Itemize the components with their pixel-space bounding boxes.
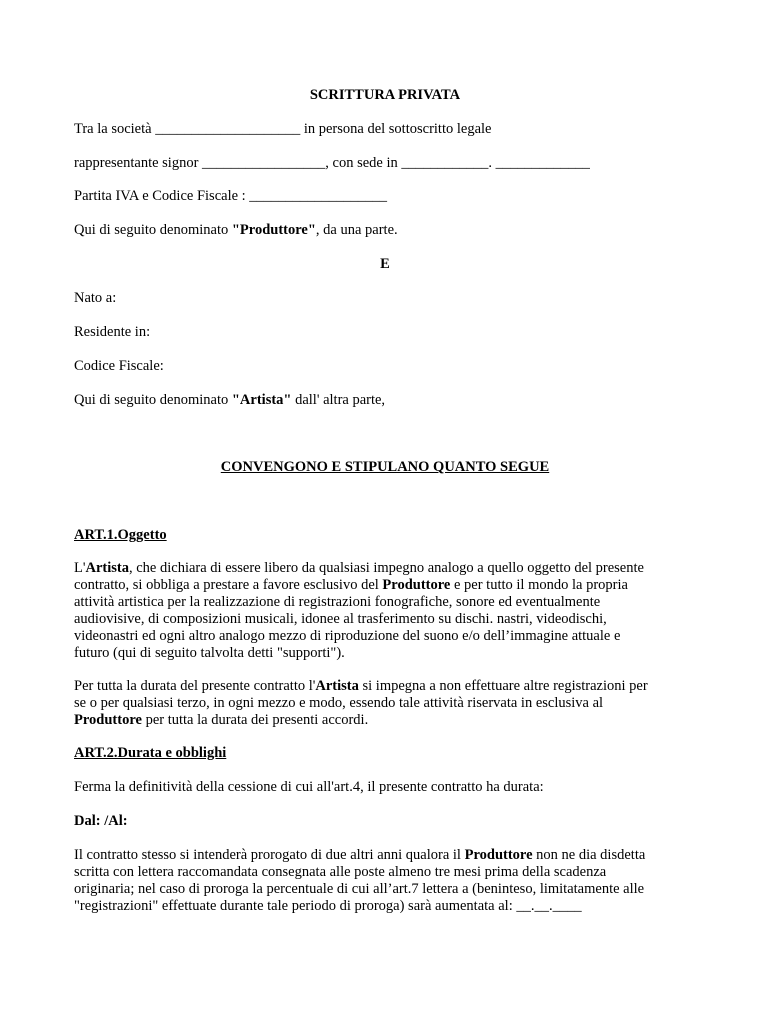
art1-p2-row [74,678,698,695]
art1-p1-row [74,577,698,594]
producer-term: Produttore [74,712,142,728]
art1-p1-row: attività artistica per la realizzazione di registrazioni fonografiche, sonore ed eventualmente [74,594,601,610]
artist-designation-suffix: dall' altra parte, [291,392,386,408]
producer-designation-suffix: , da una parte. [315,222,398,238]
artist-term: Artista [85,560,129,576]
art2-p2-row: scritta con lettera raccomandata consegnata alle poste almeno tre mesi prima della scadenza [74,864,607,880]
art1-p2-row [74,712,698,729]
text-run: contratto, si obbliga a prestare a favore esclusivo del [74,577,383,593]
producer-designation-prefix: Qui di seguito denominato [74,222,232,238]
art2-paragraph-1: Ferma la definitività della cessione di cui all'art.4, il presente contratto ha durata: [74,779,544,795]
producer-term: Produttore [382,577,451,593]
art2-heading: ART.2.Durata e obblighi [74,745,227,761]
artist-designation-line [74,392,385,409]
art1-p2-row: se o per qualsiasi terzo, in ogni mezzo e modo, essendo tale attività riservata in esclusiva al [74,695,604,711]
artist-birthplace-line: Nato a: [74,290,117,306]
artist-term: "Artista" [231,392,292,408]
intro-company-line: Tra la società ____________________ in persona del sottoscritto legale [74,121,492,137]
artist-designation-prefix: Qui di seguito denominato [74,392,232,408]
text-run: per tutta la durata dei presenti accordi. [141,712,369,728]
intro-representative-line: rappresentante signor _________________, con sede in ____________. _____________ [74,155,590,171]
document-page [74,0,698,1024]
text-run: , che dichiara di essere libero da qualsiasi impegno analogo a quello oggetto del presente [128,560,644,576]
art2-p2-row [74,847,698,864]
art1-heading: ART.1.Oggetto [74,527,167,543]
text-run: non ne dia disdetta [532,847,646,863]
art2-p2-row: originaria; nel caso di proroga la percentuale di cui all’art.7 lettera a (beninteso, limitatamente alle [74,881,645,897]
art2-paragraph-2 [74,847,698,915]
artist-tax-code-line: Codice Fiscale: [74,358,164,374]
art1-p1-row: audiovisive, di composizioni musicali, idonee al trasferimento su dischi. nastri, videodischi, [74,611,607,627]
art1-p1-row [74,560,698,577]
document-title: SCRITTURA PRIVATA [309,87,461,103]
art1-paragraph-1 [74,560,698,662]
intro-vat-line: Partita IVA e Codice Fiscale : ___________________ [74,188,388,204]
producer-term: Produttore [464,847,533,863]
artist-term: Artista [315,678,359,694]
parties-separator: E [380,256,390,272]
text-run: Il contratto stesso si intenderà prorogato di due altri anni qualora il [74,847,465,863]
art1-p1-row: videonastri ed ogni altro analogo mezzo di riproduzione del suono e/o dell’immagine attuale e [74,628,621,644]
art2-p2-row: "registrazioni" effettuate durante tale periodo di proroga) sarà aumentata al: __.__.____ [74,898,582,914]
text-run: L' [74,560,86,576]
text-run: Per tutta la durata del presente contratto l' [74,678,316,694]
agreement-heading: CONVENGONO E STIPULANO QUANTO SEGUE [220,459,550,475]
art1-p1-row: futuro (qui di seguito talvolta detti "supporti"). [74,645,345,661]
text-run: e per tutto il mondo la propria [450,577,628,593]
art1-paragraph-2 [74,678,698,729]
art2-dates-line: Dal: /Al: [74,813,128,829]
artist-residence-line: Residente in: [74,324,151,340]
producer-designation-line [74,222,398,239]
producer-term: "Produttore" [231,222,316,238]
text-run: si impegna a non effettuare altre registrazioni per [358,678,648,694]
